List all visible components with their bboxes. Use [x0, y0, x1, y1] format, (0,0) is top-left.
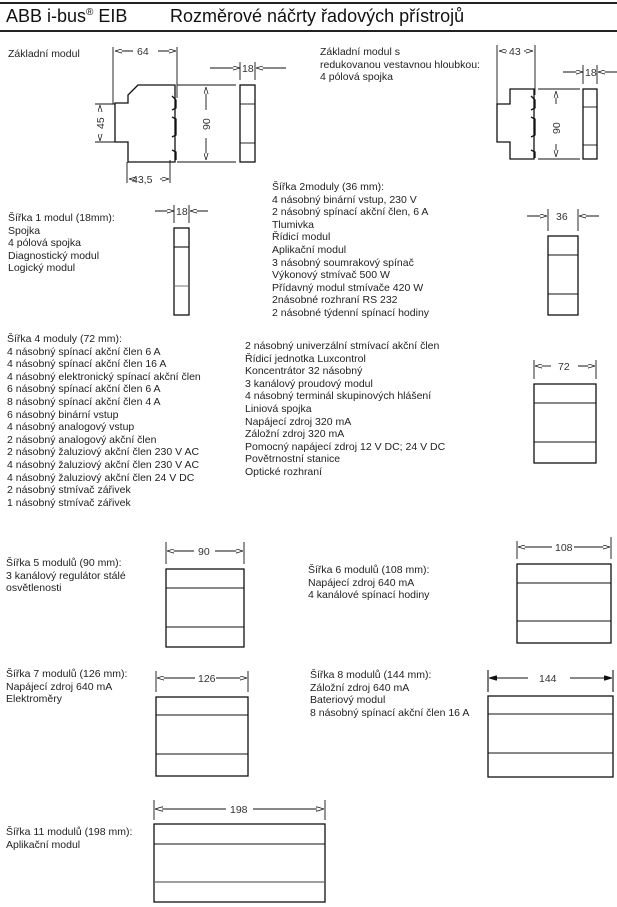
section-heading: Šířka 6 modulů (108 mm): — [308, 564, 430, 576]
list-item: 4 pólová spojka — [8, 237, 81, 250]
basic-module-side-view — [115, 85, 176, 162]
brand-suffix: EIB — [93, 6, 128, 26]
list-item: 4 násobný terminál skupinových hlášení — [245, 390, 432, 403]
list-item: Řídicí jednotka Luxcontrol — [245, 352, 366, 365]
list-item: Řídicí modul — [272, 231, 331, 244]
list-item: 6 násobný binární vstup — [7, 408, 119, 421]
dim-label: 90 — [201, 118, 213, 130]
list-item: 2 násobný univerzální stmívací akční člen — [245, 340, 440, 352]
list-item: 2 násobný stmívač zářivek — [7, 484, 131, 497]
width-5-drawing — [166, 542, 244, 647]
list-item: 4 násobný spínací akční člen 16 A — [7, 358, 167, 371]
dim-label: 43 — [509, 46, 521, 58]
reduced-module-front-view — [563, 65, 617, 159]
dim-label: 36 — [556, 211, 568, 223]
dim-label: 18 — [585, 67, 597, 79]
basic-module-label: Základní modul — [8, 48, 80, 60]
list-item: 4 násobný žaluziový akční člen 230 V AC — [7, 458, 200, 471]
dim-label: 64 — [137, 46, 149, 58]
list-item: Napájecí zdroj 320 mA — [245, 415, 352, 428]
list-item: Aplikační modul — [272, 243, 347, 256]
dim-label: 198 — [230, 804, 248, 816]
width-2-drawing — [527, 209, 599, 315]
brand-name: ABB i-bus — [6, 6, 87, 26]
list-item: 4 násobný žaluziový akční člen 24 V DC — [7, 471, 195, 484]
reduced-module-side-view — [497, 89, 535, 159]
list-item: Spojka — [8, 224, 41, 237]
list-item: 8 násobný spínací akční člen 16 A — [310, 706, 470, 719]
list-item: 2 násobný analogový akční člen — [7, 433, 157, 446]
dim-label: 18 — [176, 206, 188, 218]
list-item: 2 násobný spínací akční člen, 6 A — [272, 206, 429, 219]
registered-mark: ® — [86, 7, 94, 18]
basic-module-dimensions — [95, 46, 236, 186]
section-heading: Šířka 4 moduly (72 mm): — [7, 333, 122, 345]
section-heading: Šířka 7 modulů (126 mm): — [6, 668, 128, 680]
list-item: Koncentrátor 32 násobný — [245, 365, 363, 378]
list-item: 4 násobný spínací akční člen 6 A — [7, 345, 161, 358]
dim-label: 144 — [539, 673, 557, 685]
list-item: 4 násobný binární vstup, 230 V — [272, 193, 417, 206]
width-6-drawing — [517, 537, 611, 643]
width-8-drawing — [488, 670, 613, 777]
list-item: 3 kanálový proudový modul — [245, 377, 373, 390]
dim-label: 90 — [551, 122, 563, 134]
list-item: Liniová spojka — [245, 402, 312, 415]
text-line: Základní modul s — [320, 46, 400, 58]
list-item: Záložní zdroj 320 mA — [245, 428, 345, 441]
list-item: Bateriový modul — [310, 694, 386, 707]
list-item: Přídavný modul stmívače 420 W — [272, 281, 424, 294]
list-item: 2 násobné týdenní spínací hodiny — [272, 306, 430, 319]
dim-label: 108 — [555, 542, 573, 554]
list-item: Tlumivka — [272, 218, 315, 231]
width-7-drawing — [156, 671, 248, 776]
list-item: 4 násobný elektronický spínací akční člen — [7, 370, 201, 383]
section-heading: Šířka 8 modulů (144 mm): — [310, 669, 432, 681]
text-line: 4 pólová spojka — [320, 71, 393, 84]
list-item: Diagnostický modul — [8, 249, 100, 262]
list-item: 3 kanálový regulátor stálé — [6, 569, 126, 582]
basic-module-front-view — [210, 62, 286, 162]
width-1-drawing — [155, 205, 208, 315]
list-item: 4 násobný analogový vstup — [7, 421, 135, 434]
page-title: Rozměrové náčrty řadových přístrojů — [170, 6, 465, 26]
list-item: 2násobné rozhraní RS 232 — [272, 294, 398, 307]
dim-label: 18 — [242, 63, 254, 75]
list-item: 8 násobný spínací akční člen 4 A — [7, 395, 161, 408]
dim-label: 43,5 — [132, 174, 153, 186]
section-heading: Šířka 1 modul (18mm): — [8, 212, 115, 224]
list-item: Elektroměry — [6, 693, 63, 706]
dim-label: 45 — [95, 117, 107, 129]
dim-label: 72 — [558, 361, 570, 373]
width-4-drawing — [534, 360, 596, 463]
text-line: redukovanou vestavnou hloubkou: — [320, 58, 480, 71]
list-item: Napájecí zdroj 640 mA — [308, 576, 415, 589]
list-item: Aplikační modul — [6, 838, 81, 851]
list-item: 2 násobný žaluziový akční člen 230 V AC — [7, 446, 200, 459]
dim-label: 126 — [198, 673, 216, 685]
section-heading: Šířka 5 modulů (90 mm): — [6, 557, 122, 569]
list-item: Výkonový stmívač 500 W — [272, 269, 390, 282]
list-item: 6 násobný spínací akční člen 6 A — [7, 383, 161, 396]
list-item: 1 násobný stmívač zářivek — [7, 496, 131, 509]
section-heading: Šířka 2moduly (36 mm): — [272, 181, 385, 193]
width-11-drawing — [154, 800, 325, 902]
section-heading: Šířka 11 modulů (198 mm): — [6, 826, 133, 838]
list-item: Optické rozhraní — [245, 465, 323, 478]
list-item: 4 kanálové spínací hodiny — [308, 589, 430, 602]
list-item: Povětrnostní stanice — [245, 453, 341, 466]
list-item: Napájecí zdroj 640 mA — [6, 680, 113, 693]
list-item: Logický modul — [8, 262, 76, 275]
list-item: 3 násobný soumrakový spínač — [272, 256, 414, 269]
list-item: Pomocný napájecí zdroj 12 V DC; 24 V DC — [245, 440, 446, 453]
list-item: osvětlenosti — [6, 582, 62, 595]
dim-label: 90 — [198, 546, 210, 558]
list-item: Záložní zdroj 640 mA — [310, 681, 410, 694]
